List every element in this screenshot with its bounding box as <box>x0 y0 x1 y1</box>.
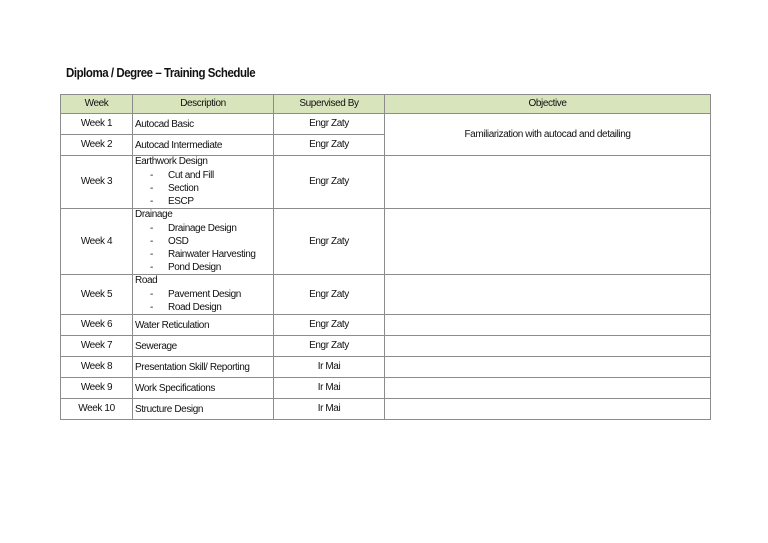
header-week: Week <box>61 95 133 114</box>
list-item: - Pond Design <box>135 261 271 274</box>
description-cell: Autocad Basic <box>133 114 274 135</box>
list-item: - Drainage Design <box>135 222 271 235</box>
table-row <box>61 209 711 275</box>
supervisor-cell: Engr Zaty <box>274 336 385 357</box>
week-cell: Week 6 <box>61 315 133 336</box>
objective-cell <box>385 315 711 336</box>
objective-cell <box>385 336 711 357</box>
list-item: - ESCP <box>135 195 271 208</box>
description-main: Drainage <box>135 209 173 220</box>
document-title: Diploma / Degree – Training Schedule <box>66 66 256 80</box>
list-item: - Road Design <box>135 301 271 314</box>
table-header-row <box>61 95 711 114</box>
week-cell: Week 7 <box>61 336 133 357</box>
week-cell: Week 10 <box>61 399 133 420</box>
description-cell: Work Specifications <box>133 378 274 399</box>
header-objective: Objective <box>385 95 711 114</box>
list-item: - Rainwater Harvesting <box>135 248 271 261</box>
table-row <box>61 275 711 315</box>
objective-cell <box>385 275 711 315</box>
sub-item-list <box>135 222 271 274</box>
description-cell <box>133 275 274 315</box>
description-cell: Sewerage <box>133 336 274 357</box>
list-item: - Pavement Design <box>135 288 271 301</box>
header-description: Description <box>133 95 274 114</box>
table-row <box>61 378 711 399</box>
supervisor-cell: Ir Mai <box>274 378 385 399</box>
description-cell: Autocad Intermediate <box>133 135 274 156</box>
supervisor-cell: Engr Zaty <box>274 209 385 275</box>
sub-item-list <box>135 288 271 314</box>
list-item: - OSD <box>135 235 271 248</box>
week-cell: Week 1 <box>61 114 133 135</box>
supervisor-cell: Engr Zaty <box>274 114 385 135</box>
table-row <box>61 315 711 336</box>
objective-cell <box>385 378 711 399</box>
supervisor-cell: Engr Zaty <box>274 156 385 209</box>
description-cell: Water Reticulation <box>133 315 274 336</box>
objective-cell: Familiarization with autocad and detailing <box>385 114 711 156</box>
table-row <box>61 336 711 357</box>
week-cell: Week 9 <box>61 378 133 399</box>
sub-item-list <box>135 169 271 208</box>
list-item: - Section <box>135 182 271 195</box>
objective-cell <box>385 399 711 420</box>
week-cell: Week 5 <box>61 275 133 315</box>
header-supervised-by: Supervised By <box>274 95 385 114</box>
description-cell <box>133 209 274 275</box>
list-item: - Cut and Fill <box>135 169 271 182</box>
table-row <box>61 156 711 209</box>
week-cell: Week 3 <box>61 156 133 209</box>
description-cell <box>133 156 274 209</box>
supervisor-cell: Engr Zaty <box>274 315 385 336</box>
supervisor-cell: Engr Zaty <box>274 135 385 156</box>
objective-cell <box>385 156 711 209</box>
table-row <box>61 357 711 378</box>
objective-cell <box>385 209 711 275</box>
table-row <box>61 399 711 420</box>
description-main: Earthwork Design <box>135 156 208 167</box>
supervisor-cell: Ir Mai <box>274 357 385 378</box>
table-row <box>61 114 711 135</box>
objective-cell <box>385 357 711 378</box>
week-cell: Week 2 <box>61 135 133 156</box>
description-cell: Structure Design <box>133 399 274 420</box>
supervisor-cell: Engr Zaty <box>274 275 385 315</box>
week-cell: Week 4 <box>61 209 133 275</box>
week-cell: Week 8 <box>61 357 133 378</box>
description-cell: Presentation Skill/ Reporting <box>133 357 274 378</box>
supervisor-cell: Ir Mai <box>274 399 385 420</box>
description-main: Road <box>135 275 158 286</box>
training-schedule-table <box>60 94 711 420</box>
